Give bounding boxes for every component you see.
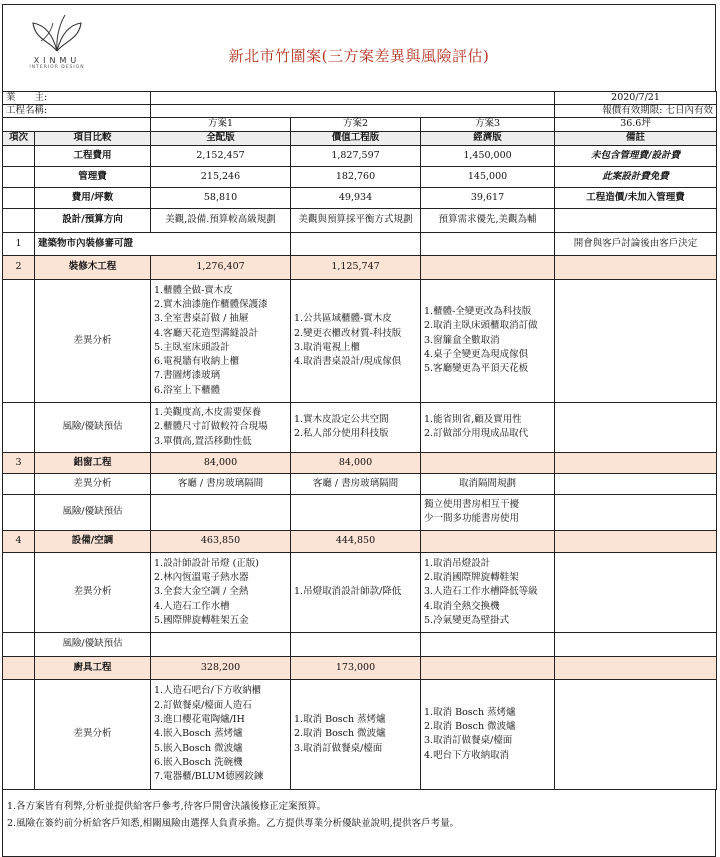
section-2-diff-row <box>3 279 717 402</box>
cost-per-ping-row <box>3 187 717 208</box>
section-2-risk-plan-2 <box>291 402 421 452</box>
analysis-line: 1.取消吊燈設計 <box>424 557 491 569</box>
section-3-plan-2: 84,000 <box>291 452 421 473</box>
section-3-risk-label: 風險/優缺預估 <box>35 494 151 530</box>
section-5-diff-label: 差異分析 <box>35 679 151 789</box>
management-fee-note: 此案設計費免費 <box>555 166 717 187</box>
logo-tagline: INTERIOR DESIGN <box>29 65 85 70</box>
project-row <box>3 104 717 117</box>
analysis-line: 2.變更衣櫃改材質-科技版 <box>294 327 402 339</box>
owner-label: 業 主: <box>3 92 151 105</box>
design-direction-plan-1: 美觀,設備.預算較高級規劃 <box>151 208 291 232</box>
analysis-line: 2.林內恆溫電子熱水器 <box>154 571 249 583</box>
analysis-line: 4.取消書桌設計/現成傢俱 <box>294 356 402 368</box>
footnote-2: 2.風險在簽約前分析給客戶知悉,相關風險由選擇人負責承擔。乙方提供專業分析優缺並說明,提供客戶考量。 <box>7 817 460 829</box>
analysis-line: 5.客廳變更為平頂天花板 <box>424 363 529 375</box>
quote-validity: 報價有效期限: 七日內有效 <box>555 104 717 117</box>
construction-cost-plan-3: 1,450,000 <box>421 145 555 166</box>
analysis-line: 4.客廳天花造型溝縫設計 <box>154 327 259 339</box>
analysis-line: 2.取消 Bosch 微波爐 <box>294 728 386 740</box>
analysis-line: 2.訂做部分用現成品取代 <box>424 428 529 440</box>
analysis-line: 4.取消全熱交換機 <box>424 600 500 612</box>
design-direction-plan-3: 預算需求優先,美觀為輔 <box>421 208 555 232</box>
comparison-table <box>2 91 717 790</box>
analysis-line: 6.浴室上下櫃體 <box>154 384 221 396</box>
analysis-line: 1.取消 Bosch 蒸烤爐 <box>294 713 386 725</box>
construction-cost-label: 工程費用 <box>35 145 151 166</box>
section-3-diff-row <box>3 473 717 494</box>
analysis-line: 5.國際牌旋轉鞋架五金 <box>154 614 249 626</box>
section-4-row <box>3 530 717 552</box>
analysis-line: 1.吊燈取消設計師款/降低 <box>294 586 402 598</box>
section-4-label: 設備/空調 <box>35 530 151 552</box>
analysis-line: 3.全套大金空調 / 全熱 <box>154 586 249 598</box>
analysis-line: 3.進口櫻花電陶爐/IH <box>154 713 245 725</box>
cost-per-ping-plan-2: 49,934 <box>291 187 421 208</box>
section-1-row <box>3 232 717 255</box>
section-4-diff-label: 差異分析 <box>35 552 151 632</box>
section-1-note: 開會與客戶討論後由客戶決定 <box>555 232 717 255</box>
analysis-line: 3.全室書桌訂做 / 抽屜 <box>154 313 249 325</box>
section-3-risk-plan-3 <box>421 494 555 530</box>
section-4-diff-plan-2 <box>291 552 421 632</box>
owner-row <box>3 92 717 105</box>
management-fee-plan-1: 215,246 <box>151 166 291 187</box>
section-1-no: 1 <box>3 232 35 255</box>
column-no: 項次 <box>3 131 35 145</box>
construction-cost-plan-2: 1,827,597 <box>291 145 421 166</box>
construction-cost-plan-1: 2,152,457 <box>151 145 291 166</box>
analysis-line: 4.吧台下方收納取消 <box>424 749 510 761</box>
analysis-line: 獨立使用書房相互干擾 <box>424 499 520 511</box>
section-3-diff-plan-3: 取消隔間規劃 <box>421 473 555 494</box>
section-3-row <box>3 452 717 473</box>
section-3-plan-1: 84,000 <box>151 452 291 473</box>
section-5-diff-row <box>3 679 717 789</box>
analysis-line: 3.取消訂做餐桌/檯面 <box>424 735 513 747</box>
cost-per-ping-plan-1: 58,810 <box>151 187 291 208</box>
management-fee-plan-2: 182,760 <box>291 166 421 187</box>
plan-1-label: 方案1 <box>151 117 291 131</box>
area-value: 36.6坪 <box>555 117 717 131</box>
analysis-line: 1.實木皮設定公共空間 <box>294 414 389 426</box>
analysis-line: 3.窗簾盒全數取消 <box>424 334 500 346</box>
section-2-diff-plan-2 <box>291 279 421 402</box>
column-plan-2: 價值工程版 <box>291 131 421 145</box>
management-fee-label: 管理費 <box>35 166 151 187</box>
analysis-line: 2.取消 Bosch 微波爐 <box>424 721 516 733</box>
section-5-plan-2: 173,000 <box>291 656 421 679</box>
plan-3-label: 方案3 <box>421 117 555 131</box>
footnotes <box>2 790 716 857</box>
analysis-line: 1.櫃體-全變更改為科技版 <box>424 306 532 318</box>
section-5-label: 廚具工程 <box>35 656 151 679</box>
analysis-line: 7.書圖烤漆玻璃 <box>154 370 221 382</box>
analysis-line: 3.取消訂做餐桌/檯面 <box>294 742 383 754</box>
analysis-line: 1.設計師設計吊燈 (正版) <box>154 557 260 569</box>
project-label: 工程名稱: <box>3 104 151 117</box>
analysis-line: 2.櫃體尺寸訂做較符合現場 <box>154 421 268 433</box>
construction-cost-note: 未包含管理費/設計費 <box>555 145 717 166</box>
design-direction-plan-2: 美觀與預算採平衡方式規劃 <box>291 208 421 232</box>
analysis-line: 3.單價高,置活移動性低 <box>154 435 252 447</box>
section-2-risk-plan-3 <box>421 402 555 452</box>
section-2-plan-2: 1,125,747 <box>291 255 421 279</box>
section-5-diff-plan-3 <box>421 679 555 789</box>
analysis-line: 6.嵌入Bosch 洗碗機 <box>154 756 243 768</box>
section-5-diff-plan-1 <box>151 679 291 789</box>
section-4-diff-row <box>3 552 717 632</box>
section-5-diff-plan-2 <box>291 679 421 789</box>
section-5-plan-1: 328,200 <box>151 656 291 679</box>
section-3-diff-plan-1: 客廳 / 書房玻璃隔間 <box>151 473 291 494</box>
section-5-row <box>3 656 717 679</box>
management-fee-plan-3: 145,000 <box>421 166 555 187</box>
analysis-line: 2.實木油漆施作櫃體保護漆 <box>154 298 268 310</box>
construction-cost-row <box>3 145 717 166</box>
analysis-line: 5.主臥室床頭設計 <box>154 341 230 353</box>
section-2-risk-plan-1 <box>151 402 291 452</box>
section-2-diff-label: 差異分析 <box>35 279 151 402</box>
sheet-header <box>2 4 716 91</box>
analysis-line: 少一間多功能書房使用 <box>424 513 520 525</box>
analysis-line: 2.取消主臥床頭櫃取消訂做 <box>424 320 538 332</box>
section-4-plan-2: 444,850 <box>291 530 421 552</box>
section-4-no: 4 <box>3 530 35 552</box>
section-3-risk-row <box>3 494 717 530</box>
analysis-line: 1.美觀度高,木皮需要保養 <box>154 406 262 418</box>
section-4-plan-1: 463,850 <box>151 530 291 552</box>
section-2-risk-label: 風險/優缺預估 <box>35 402 151 452</box>
analysis-line: 2.取消國際牌旋轉鞋架 <box>424 571 519 583</box>
analysis-line: 2.訂做餐桌/檯面人造石 <box>154 699 252 711</box>
analysis-line: 4.嵌入Bosch 蒸烤爐 <box>154 728 243 740</box>
management-fee-row <box>3 166 717 187</box>
section-1-label: 建築物市內裝修審可證 <box>35 232 291 255</box>
analysis-line: 2.私人部分使用科技版 <box>294 428 389 440</box>
section-3-diff-label: 差異分析 <box>35 473 151 494</box>
section-2-no: 2 <box>3 255 35 279</box>
section-4-risk-label: 風險/優缺預估 <box>35 632 151 656</box>
section-2-diff-plan-1 <box>151 279 291 402</box>
analysis-line: 4.桌子全變更為現成傢俱 <box>424 349 529 361</box>
section-4-risk-row <box>3 632 717 656</box>
section-2-diff-plan-3 <box>421 279 555 402</box>
cost-per-ping-note: 工程造價/未加入管理費 <box>555 187 717 208</box>
analysis-line: 5.冷氣變更為壁掛式 <box>424 614 510 626</box>
design-direction-row <box>3 208 717 232</box>
analysis-line: 1.取消 Bosch 蒸烤爐 <box>424 706 516 718</box>
plan-2-label: 方案2 <box>291 117 421 131</box>
analysis-line: 1.人造石吧台/下方收納櫃 <box>154 685 262 697</box>
section-2-row <box>3 255 717 279</box>
column-plan-1: 全配版 <box>151 131 291 145</box>
column-plan-3: 經濟版 <box>421 131 555 145</box>
analysis-line: 3.人造石工作水槽降低等級 <box>424 586 538 598</box>
cost-per-ping-label: 費用/坪數 <box>35 187 151 208</box>
section-2-label: 裝修木工程 <box>35 255 151 279</box>
analysis-line: 5.嵌入Bosch 微波爐 <box>154 742 243 754</box>
analysis-line: 4.人造石工作水槽 <box>154 600 230 612</box>
section-3-no: 3 <box>3 452 35 473</box>
quotation-sheet <box>2 4 716 857</box>
quote-date: 2020/7/21 <box>555 92 717 105</box>
section-3-label: 鋁窗工程 <box>35 452 151 473</box>
column-item: 項目比較 <box>35 131 151 145</box>
analysis-line: 3.取消電視上櫃 <box>294 341 361 353</box>
analysis-line: 1.櫃體全做-實木皮 <box>154 284 233 296</box>
section-2-risk-row <box>3 402 717 452</box>
section-2-plan-1: 1,276,407 <box>151 255 291 279</box>
plan-row <box>3 117 717 131</box>
section-4-diff-plan-1 <box>151 552 291 632</box>
analysis-line: 1.公共區域櫃體-實木皮 <box>294 313 392 325</box>
document-title: 新北市竹圍案(三方案差異與風險評估) <box>228 47 490 65</box>
logo-brand: XINMU <box>33 56 81 65</box>
analysis-line: 7.電器櫃/BLUM德國鉸鍊 <box>154 771 264 783</box>
column-header-row <box>3 131 717 145</box>
column-note: 備註 <box>555 131 717 145</box>
analysis-line: 6.電視牆有收納上櫃 <box>154 356 240 368</box>
design-direction-label: 設計/預算方向 <box>35 208 151 232</box>
section-4-diff-plan-3 <box>421 552 555 632</box>
section-3-diff-plan-2: 客廳 / 書房玻璃隔間 <box>291 473 421 494</box>
footnote-1: 1.各方案皆有利弊,分析並提供給客戶參考,待客戶開會決議後修正定案預算。 <box>7 800 327 812</box>
analysis-line: 1.能省則省,顧及實用性 <box>424 414 522 426</box>
cost-per-ping-plan-3: 39,617 <box>421 187 555 208</box>
